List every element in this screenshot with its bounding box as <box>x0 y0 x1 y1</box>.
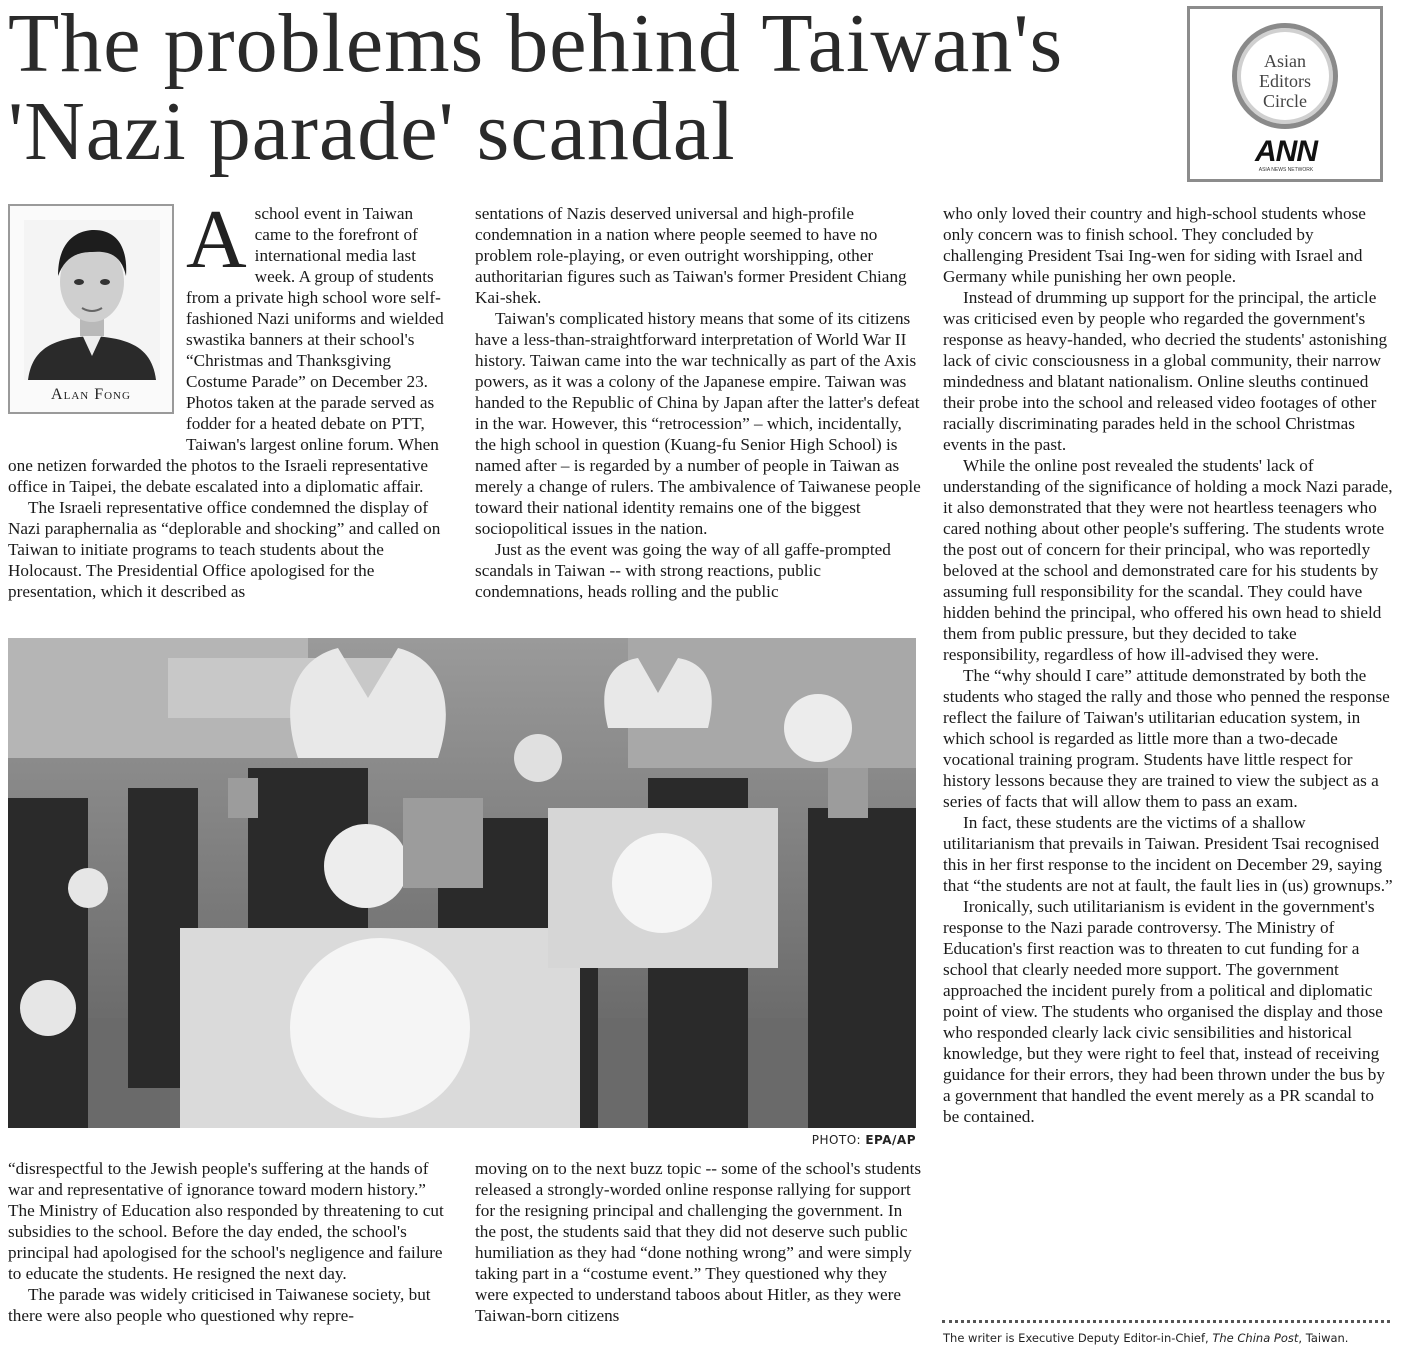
badge-title <box>1230 51 1340 111</box>
article-paragraph: Just as the event was going the way of all gaffe-prompted scandals in Taiwan -- with strong reactions, public condemnations, heads rolling and the public <box>475 540 891 601</box>
article-paragraph: moving on to the next buzz topic -- some of the school's students released a strongly-worded online response rallying for support for the resigning principal and challenging the government. In the post, the students said that they did not deserve such public humiliation as they had “done nothing wrong” and were simply taking part in a “costume event.” They questioned why they were expected to understand taboos about Hitler, as they were Taiwan-born citizens <box>475 1159 922 1325</box>
parade-photo-illustration <box>8 638 916 1128</box>
article-column-3 <box>943 203 1393 1127</box>
article-paragraph: The “why should I care” attitude demonstrated by both the students who staged the rally and those who penned the response reflect the failure of Taiwan's utilitarian education system, in which school is regarded as little more than a two-decade vocational training program. Students have little respect for history lessons because they are trained to view the subject as a series of facts that will allow them to pass an exam. <box>943 666 1390 811</box>
asian-editors-circle-badge <box>1187 6 1383 182</box>
article-paragraph: Instead of drumming up support for the principal, the article was criticised even by people who regarded the government's response as heavy-handed, who decried the students' astonishing lack of civic consciousness in a global community, their narrow mindedness and blatant nationalism. Online sleuths continued their probe into the school and released video footages of other racially discriminating parades held in the school Christmas events in the past. <box>943 288 1388 454</box>
badge-line: Asian <box>1264 51 1306 71</box>
article-paragraph: Taiwan's complicated history means that some of its citizens have a less-than-straightforward interpretation of World War II history. Taiwan came into the war technically as part of the Axis powers, as it was a colony of the Japanese empire. Taiwan was handed to the Republic of China by Japan after the latter's defeat in the war. However, this “retrocession” – which, incidentally, the high school in question (Kuang-fu Senior High School) is named after – is regarded by a number of people in Taiwan as merely a change of rulers. The ambivalence of Taiwanese people toward their national identity remains one of the biggest sociopolitical issues in the nation. <box>475 309 921 538</box>
headline: The problems behind Taiwan's 'Nazi parade' scandal <box>8 0 1064 178</box>
author-footnote: The writer is Executive Deputy Editor-in-Chief, The China Post, Taiwan. <box>943 1331 1349 1345</box>
drop-cap: A <box>186 193 247 286</box>
article-paragraph: Ironically, such utilitarianism is evident in the government's response to the Nazi parade controversy. The Ministry of Education's first reaction was to threaten to cut funding for a school that clearly needed more support. The government approached the incident purely from a political and diplomatic point of view. The students who organised the display and those who responded clearly lack civic sensibilities and historical knowledge, but they were right to feel that, instead of receiving guidance for their errors, they had been thrown under the bus by a government that handled the event merely as a PR scandal to be contained. <box>943 897 1385 1126</box>
article-column-1-bottom <box>8 1158 452 1326</box>
badge-line: Editors <box>1259 71 1311 91</box>
article-paragraph: sentations of Nazis deserved universal and high-profile condemnation in a nation where people seemed to have no problem role-playing, or even outright worshipping, other authoritarian figures such as Taiwan's former President Chiang Kai-shek. <box>475 204 907 307</box>
article-paragraph: The parade was widely criticised in Taiwanese society, but there were also people who questioned why repre- <box>8 1285 431 1325</box>
article-paragraph: The Israeli representative office condemned the display of Nazi paraphernalia as “deplorable and shocking” and called on Taiwan to initiate programs to teach students about the Holocaust. The Presidential Office apologised for the presentation, which it described as <box>8 498 441 601</box>
article-paragraph: “disrespectful to the Jewish people's suffering at the hands of war and representative of ignorance toward modern history.” The Ministry of Education also responded by threatening to cut subsidies to the school. Before the day ended, the school's principal had apologised for the school's negligence and failure to educate the students. He resigned the next day. <box>8 1159 444 1283</box>
footnote-divider <box>942 1320 1390 1323</box>
article-column-2-bottom <box>475 1158 922 1326</box>
article-paragraph: While the online post revealed the students' lack of understanding of the significance of holding a mock Nazi parade, it also demonstrated that they were not heartless teenagers who cared nothing about other people's suffering. The students wrote the post out of concern for their principal, who was reportedly beloved at the school and demonstrated care for his students by assuming full responsibility for the scandal. They could have hidden behind the principal, who offered his own head to shield them from public pressure, but they decided to take responsibility, regardless of how ill-advised they were. <box>943 456 1393 664</box>
badge-line: Circle <box>1263 91 1307 111</box>
article-column-1-top <box>8 193 452 602</box>
ann-logo: ANN <box>1255 135 1317 168</box>
ann-logo-subtitle: ASIA NEWS NETWORK <box>1258 167 1314 173</box>
author-name: Alan Fong <box>51 386 131 403</box>
article-paragraph: who only loved their country and high-school students whose only concern was to finish school. They concluded by challenging President Tsai Ing-wen for siding with Israel and Germany while punishing her own people. <box>943 204 1366 286</box>
photo-credit: PHOTO: EPA/AP <box>811 1133 916 1147</box>
article-column-2-top <box>475 203 922 602</box>
article-paragraph: Aschool event in Taiwan came to the forefront of international media last week. A group of students from a private high school wore self-fashioned Nazi uniforms and wielded swastika banners at their school's “Christmas and Thanksgiving Costume Parade” on December 23. Photos taken at the parade served as fodder for a heated debate on PTT, Taiwan's largest online forum. When one netizen forwarded the photos to the Israeli representative office in Taipei, the debate escalated into a diplomatic affair. <box>8 193 444 496</box>
article-paragraph: In fact, these students are the victims of a shallow utilitarianism that prevails in Taiwan. President Tsai recognised this in her first response to the incident on December 29, saying that “the students are not at fault, the fault lies in (us) grownups.” <box>943 813 1393 895</box>
news-photo <box>8 638 916 1128</box>
